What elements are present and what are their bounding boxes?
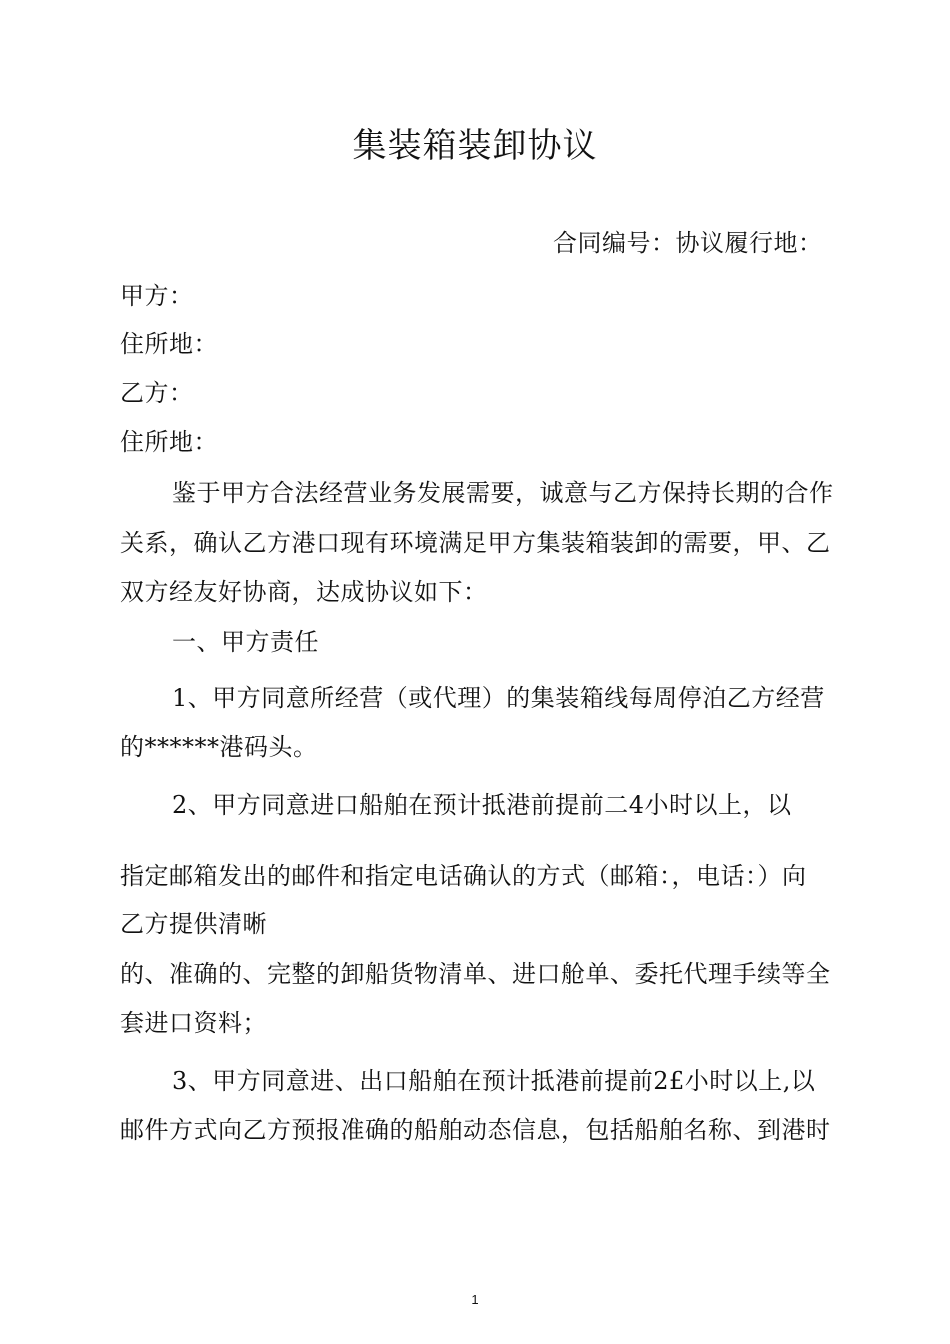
preamble-line-2: 关系，确认乙方港口现有环境满足甲方集装箱装卸的需要，甲、乙 [120,529,831,557]
clause-1-line-2: 的******港码头。 [120,733,318,761]
clause-3-line-1: 3、甲方同意进、出口船舶在预计抵港前提前2£小时以上,以 [172,1067,816,1095]
page-number: 1 [471,1292,479,1307]
clause-2-line-5: 套进口资料； [120,1009,267,1037]
contract-number-and-venue: 合同编号：协议履行地： [553,229,823,257]
clause-1-line-1: 1、甲方同意所经营（或代理）的集装箱线每周停泊乙方经营 [172,684,825,712]
clause-3-line-2: 邮件方式向乙方预报准确的船舶动态信息，包括船舶名称、到港时 [120,1116,831,1144]
clause-2-line-1: 2、甲方同意进口船舶在预计抵港前提前二4小时以上，以 [172,791,792,819]
party-a-address-line: 住所地： [120,330,218,358]
clause-2-line-3: 乙方提供清晰 [120,910,267,938]
preamble-line-1: 鉴于甲方合法经营业务发展需要，诚意与乙方保持长期的合作 [172,479,834,507]
section-heading-party-a-duties: 一、甲方责任 [172,628,319,656]
party-a-line: 甲方： [120,282,194,310]
clause-2-line-2: 指定邮箱发出的邮件和指定电话确认的方式（邮箱：，电话：）向 [120,862,807,890]
party-b-address-line: 住所地： [120,428,218,456]
clause-2-line-4: 的、准确的、完整的卸船货物清单、进口舱单、委托代理手续等全 [120,960,831,988]
document-title: 集装箱装卸协议 [352,126,598,166]
party-b-line: 乙方： [120,379,194,407]
preamble-line-3: 双方经友好协商，达成协议如下： [120,578,488,606]
